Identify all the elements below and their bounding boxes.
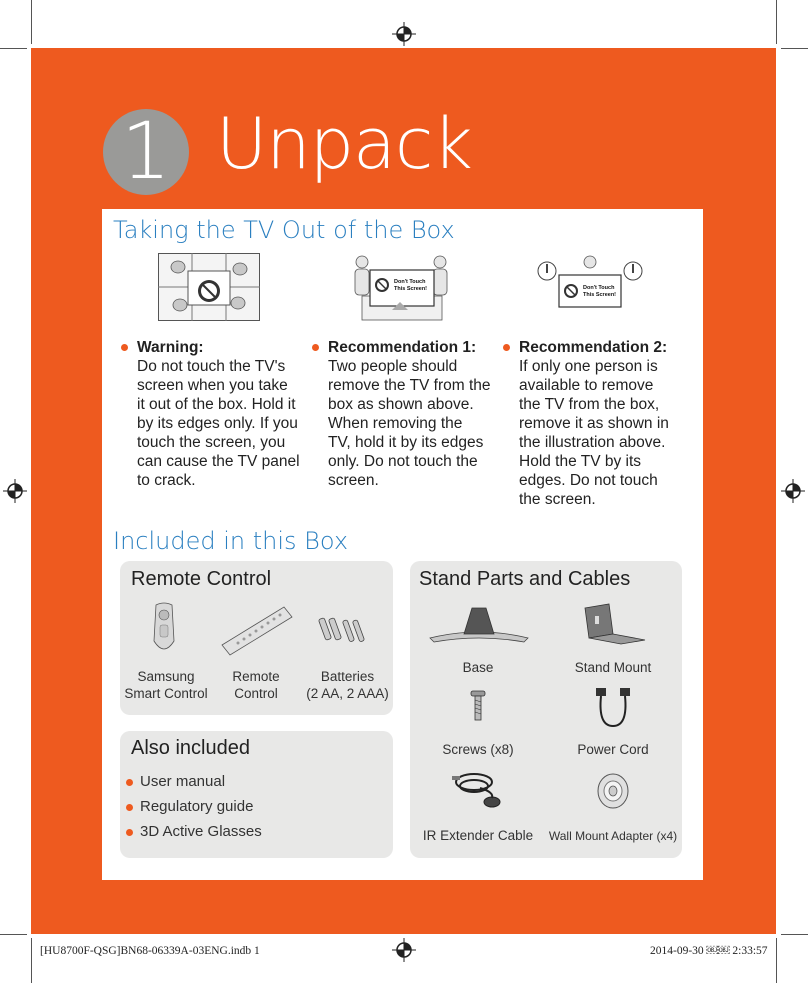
power-cord-icon (594, 686, 632, 732)
list-item-label: 3D Active Glasses (140, 823, 262, 840)
bullet-dot (121, 344, 128, 351)
section-title-taking-out: Taking the TV Out of the Box (113, 216, 455, 244)
bullet-dot (126, 804, 133, 811)
caption-line: (2 AA, 2 AAA) (306, 686, 389, 701)
batteries-icon (320, 614, 366, 646)
text-line: available to remove (519, 377, 654, 394)
illustration-label-line-2: This Screen! (394, 286, 428, 292)
text-line: If only one person is (519, 358, 658, 375)
caption-ir-extender-cable: IR Extender Cable (422, 828, 534, 843)
ir-extender-cable-icon (450, 766, 510, 814)
text-line: TV, hold it by its edges (328, 434, 484, 451)
registration-mark-icon (392, 22, 416, 46)
illustration-label-line-2: This Screen! (583, 292, 617, 298)
crop-mark (0, 48, 27, 49)
list-item-label: Regulatory guide (140, 798, 254, 815)
text-line: the illustration above. (519, 434, 666, 451)
remote-control-icon (218, 603, 294, 655)
text-line: Two people should (328, 358, 458, 375)
text-line: screen when you take (137, 377, 288, 394)
caption-line: Batteries (320, 669, 375, 684)
bullet-dot (503, 344, 510, 351)
caption-line: Samsung (137, 669, 195, 684)
column-heading: Recommendation 2: (519, 339, 668, 356)
text-line: it out of the box. Hold it (137, 396, 296, 413)
text-line: can cause the TV panel (137, 453, 300, 470)
caption-smart-control (118, 668, 214, 702)
list-item-label: User manual (140, 773, 226, 790)
text-line: edges. Do not touch (519, 472, 658, 489)
screw-icon (470, 690, 486, 724)
caption-base: Base (462, 660, 494, 675)
text-line: remove it as shown in (519, 415, 669, 432)
stand-parts-title: Stand Parts and Cables (419, 568, 631, 590)
text-line: the screen. (519, 491, 596, 508)
crop-mark (31, 938, 32, 983)
bullet-dot (126, 779, 133, 786)
text-line: to crack. (137, 472, 196, 489)
text-line: Do not touch the TV's (137, 358, 286, 375)
crop-mark (781, 48, 808, 49)
caption-power-cord: Power Cord (577, 742, 649, 757)
crop-mark (776, 0, 777, 44)
text-line: the TV from the box, (519, 396, 660, 413)
caption-line: Remote (232, 669, 280, 684)
column-heading: Warning: (137, 339, 204, 356)
text-line: by its edges only. If you (137, 415, 298, 432)
text-line: When removing the (328, 415, 463, 432)
caption-screws: Screws (x8) (442, 742, 514, 757)
warning-illustration (158, 253, 260, 321)
footer-file-info: [HU8700F-QSG]BN68-06339A-03ENG.indb 1 (40, 945, 260, 957)
caption-stand-mount: Stand Mount (574, 660, 652, 675)
caption-remote-control (216, 668, 296, 702)
text-line: touch the screen, you (137, 434, 286, 451)
remote-control-title: Remote Control (131, 568, 272, 590)
caption-line: Control (234, 686, 278, 701)
two-people-illustration (352, 252, 452, 324)
crop-mark (776, 938, 777, 983)
list-item (140, 823, 262, 840)
also-included-title: Also included (131, 737, 250, 759)
one-person-illustration (535, 253, 645, 311)
bullet-dot (126, 829, 133, 836)
footer-timestamp: 2014-09-30 ￼￼ 2:33:57 (650, 945, 768, 957)
illustration-label-line-1: Don't Touch (394, 279, 426, 285)
text-line: box as shown above. (328, 396, 474, 413)
recommendation-2-column (519, 338, 694, 509)
page-title: Unpack (216, 103, 472, 185)
text-line: screen. (328, 472, 379, 489)
stand-base-icon (428, 604, 530, 644)
text-line: remove the TV from the (328, 377, 491, 394)
warning-column (137, 338, 307, 490)
illustration-label-line-1: Don't Touch (583, 285, 615, 291)
crop-mark (31, 0, 32, 44)
stand-mount-icon (579, 604, 647, 644)
text-line: only. Do not touch the (328, 453, 478, 470)
recommendation-1-column (328, 338, 498, 490)
step-number-badge: 1 (103, 109, 189, 195)
list-item (140, 798, 253, 815)
caption-wall-mount-adapter: Wall Mount Adapter (x4) (548, 829, 678, 843)
text-line: Hold the TV by its (519, 453, 642, 470)
caption-line: Smart Control (124, 686, 208, 701)
bullet-dot (312, 344, 319, 351)
list-item (140, 773, 225, 790)
column-heading: Recommendation 1: (328, 339, 477, 356)
registration-mark-icon (3, 479, 27, 503)
section-title-included: Included in this Box (113, 527, 349, 555)
caption-batteries (300, 668, 395, 702)
registration-mark-icon (392, 938, 416, 962)
crop-mark (0, 934, 27, 935)
smart-control-icon (152, 601, 176, 657)
wall-mount-adapter-icon (596, 772, 630, 810)
registration-mark-icon (781, 479, 805, 503)
crop-mark (781, 934, 808, 935)
